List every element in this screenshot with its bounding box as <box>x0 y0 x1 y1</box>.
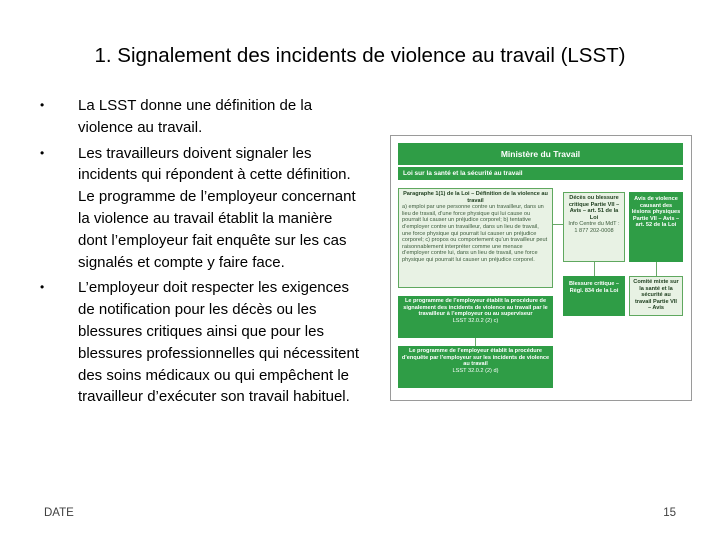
bullet-item <box>40 277 365 408</box>
bullet-list <box>40 95 365 412</box>
footer-date: DATE <box>44 507 74 519</box>
connector-line <box>475 338 476 346</box>
bullet-dot: • <box>40 145 45 160</box>
definition-box <box>398 188 553 288</box>
slide-title: 1. Signalement des incidents de violence au travail (LSST) <box>94 44 626 67</box>
programme-2-heading: Le programme de l’employeur établit la procédure d’enquête par l’employeur sur les incidents de violence au travail <box>401 348 550 368</box>
comite-box: Comité mixte sur la santé et la sécurité au travail Partie VII – Avis <box>629 276 683 316</box>
diagram-header: Ministère du Travail <box>398 143 683 165</box>
programme-1-heading: Le programme de l’employeur établit la procédure de signalement des incidents de violence au travail par le travailleur à l’employeur ou au superviseur <box>403 298 548 318</box>
bullet-text: Les travailleurs doivent signaler les incidents qui répondent à cette définition. Le programme de l’employeur concernant la violence au travail établit la manière dont l’employeur fait enquête sur les cas signalés et compte y faire face. <box>78 144 356 271</box>
diagram-subheader: Loi sur la santé et la sécurité au travail <box>398 167 683 180</box>
definition-text: a) emploi par une personne contre un travailleur, dans un lieu de travail, d’une force physique qui lui cause ou pourrait lui causer un préjudice corporel; b) tentative d’employer contre un travailleur, dans un lieu de travail, une force physique qui pourrait lui causer un préjudice corporel; c) propos ou comportement qu’un travailleur peut raisonnablement interpréter comme une menace d’employer contre lui, dans un lieu de travail, une force physique qui pourrait lui causer un préjudice corporel. <box>402 204 548 263</box>
connector-line <box>594 262 595 276</box>
bullet-text: L’employeur doit respecter les exigences de notification pour les décès ou les blessures critiques ainsi que pour les blessures professionnelles qui nécessitent des soins médicaux ou qui empêchent le travailleur d’exécuter son travail habituel. <box>78 279 359 406</box>
bullet-dot: • <box>40 280 45 295</box>
flowchart-image <box>390 135 692 401</box>
avis-box: Avis de violence causant des lésions physiques Partie VII – Avis – art. 52 de la Loi <box>629 192 683 262</box>
deces-text: Info Centre du MdT : 1 877 202-0008 <box>568 221 620 234</box>
programme-box-1 <box>398 296 553 338</box>
programme-2-ref: LSST 32.0.2 (2) d) <box>452 367 499 374</box>
programme-box-2 <box>398 346 553 388</box>
page-number: 15 <box>663 507 676 519</box>
bullet-text: La LSST donne une définition de la violence au travail. <box>78 97 313 136</box>
bullet-item <box>40 143 365 274</box>
bullet-dot: • <box>40 98 45 112</box>
deces-box <box>563 192 625 262</box>
definition-heading: Paragraphe 1(1) de la Loi – Définition de la violence au travail <box>403 191 548 204</box>
bullet-item <box>40 95 365 139</box>
deces-heading: Décès ou blessure critique Partie VII – Avis – art. 51 de la Loi <box>568 195 620 221</box>
connector-line <box>656 262 657 276</box>
blessure-box <box>563 276 625 316</box>
blessure-heading: Blessure critique – Règl. 834 de la Loi <box>568 281 620 294</box>
connector-line <box>553 224 563 225</box>
programme-1-ref: LSST 32.0.2 (2) c) <box>452 317 499 324</box>
